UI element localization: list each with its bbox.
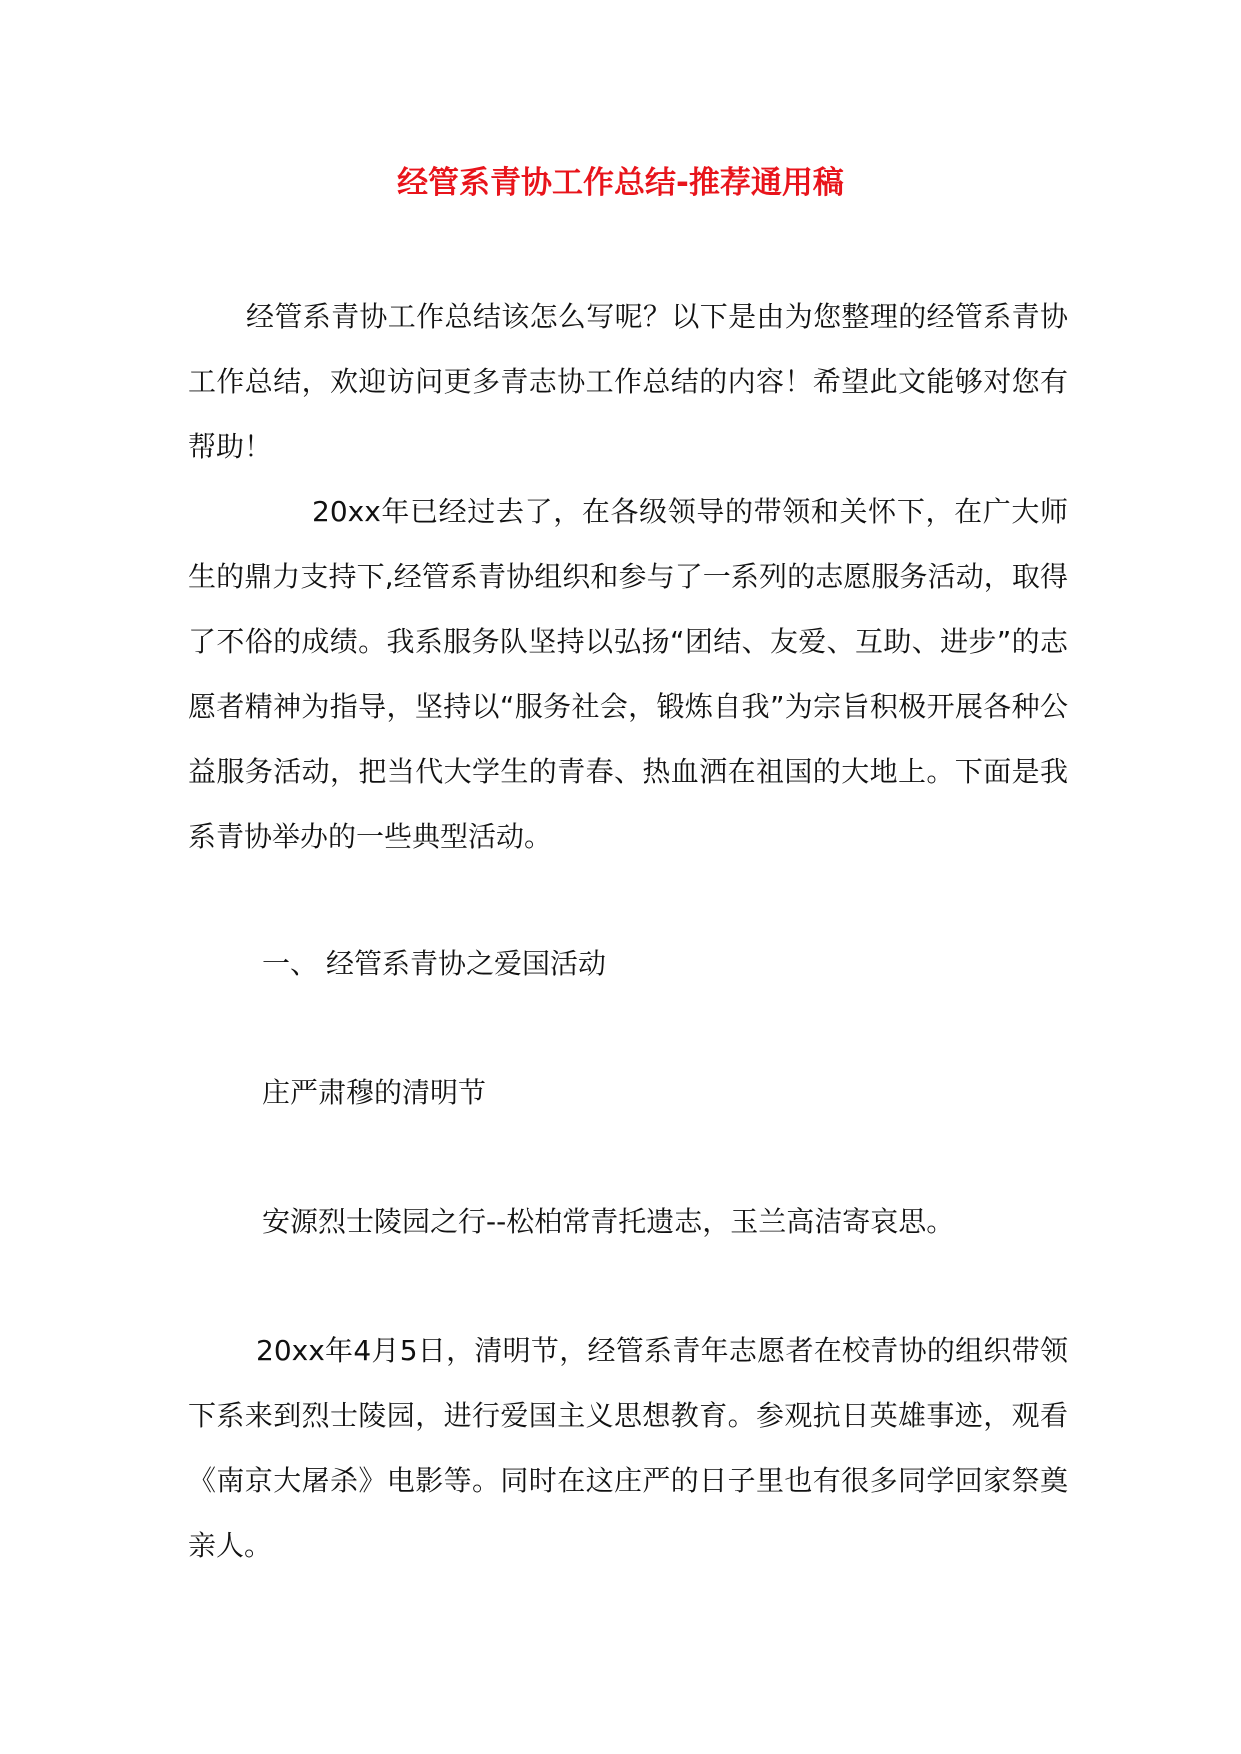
section-number: 一、 <box>262 947 319 980</box>
intro-paragraph: 经管系青协工作总结该怎么写呢？以下是由为您整理的经管系青协工作总结，欢迎访问更多青志协工作总结的内容！希望此文能够对您有帮助！ <box>188 300 1068 463</box>
subheading: 庄严肃穆的清明节 <box>262 1076 487 1109</box>
document-title: 经管系青协工作总结-推荐通用稿 <box>397 165 844 201</box>
summary-paragraph: 20xx年已经过去了，在各级领导的带领和关怀下，在广大师生的鼎力支持下,经管系青协组织和参与了一系列的志愿服务活动，取得了不俗的成绩。我系服务队坚持以弘扬“团结、友爱、互助、进步”的志愿者精神为指导，坚持以“服务社会，锻炼自我”为宗旨积极开展各种公益服务活动，把当代大学生的青春、热血洒在祖国的大地上。下面是我系青协举办的一些典型活动。 <box>188 495 1068 853</box>
section-heading <box>262 944 1082 984</box>
activity-paragraph: 20xx年4月5日，清明节，经管系青年志愿者在校青协的组织带领下系来到烈士陵园，进行爱国主义思想教育。参观抗日英雄事迹，观看《南京大屠杀》电影等。同时在这庄严的日子里也有很多同学回家祭奠亲人。 <box>188 1334 1068 1562</box>
subheading-2: 安源烈士陵园之行--松柏常青托遗志，玉兰高洁寄哀思。 <box>262 1205 955 1238</box>
section-title: 经管系青协之爱国活动 <box>326 947 607 980</box>
